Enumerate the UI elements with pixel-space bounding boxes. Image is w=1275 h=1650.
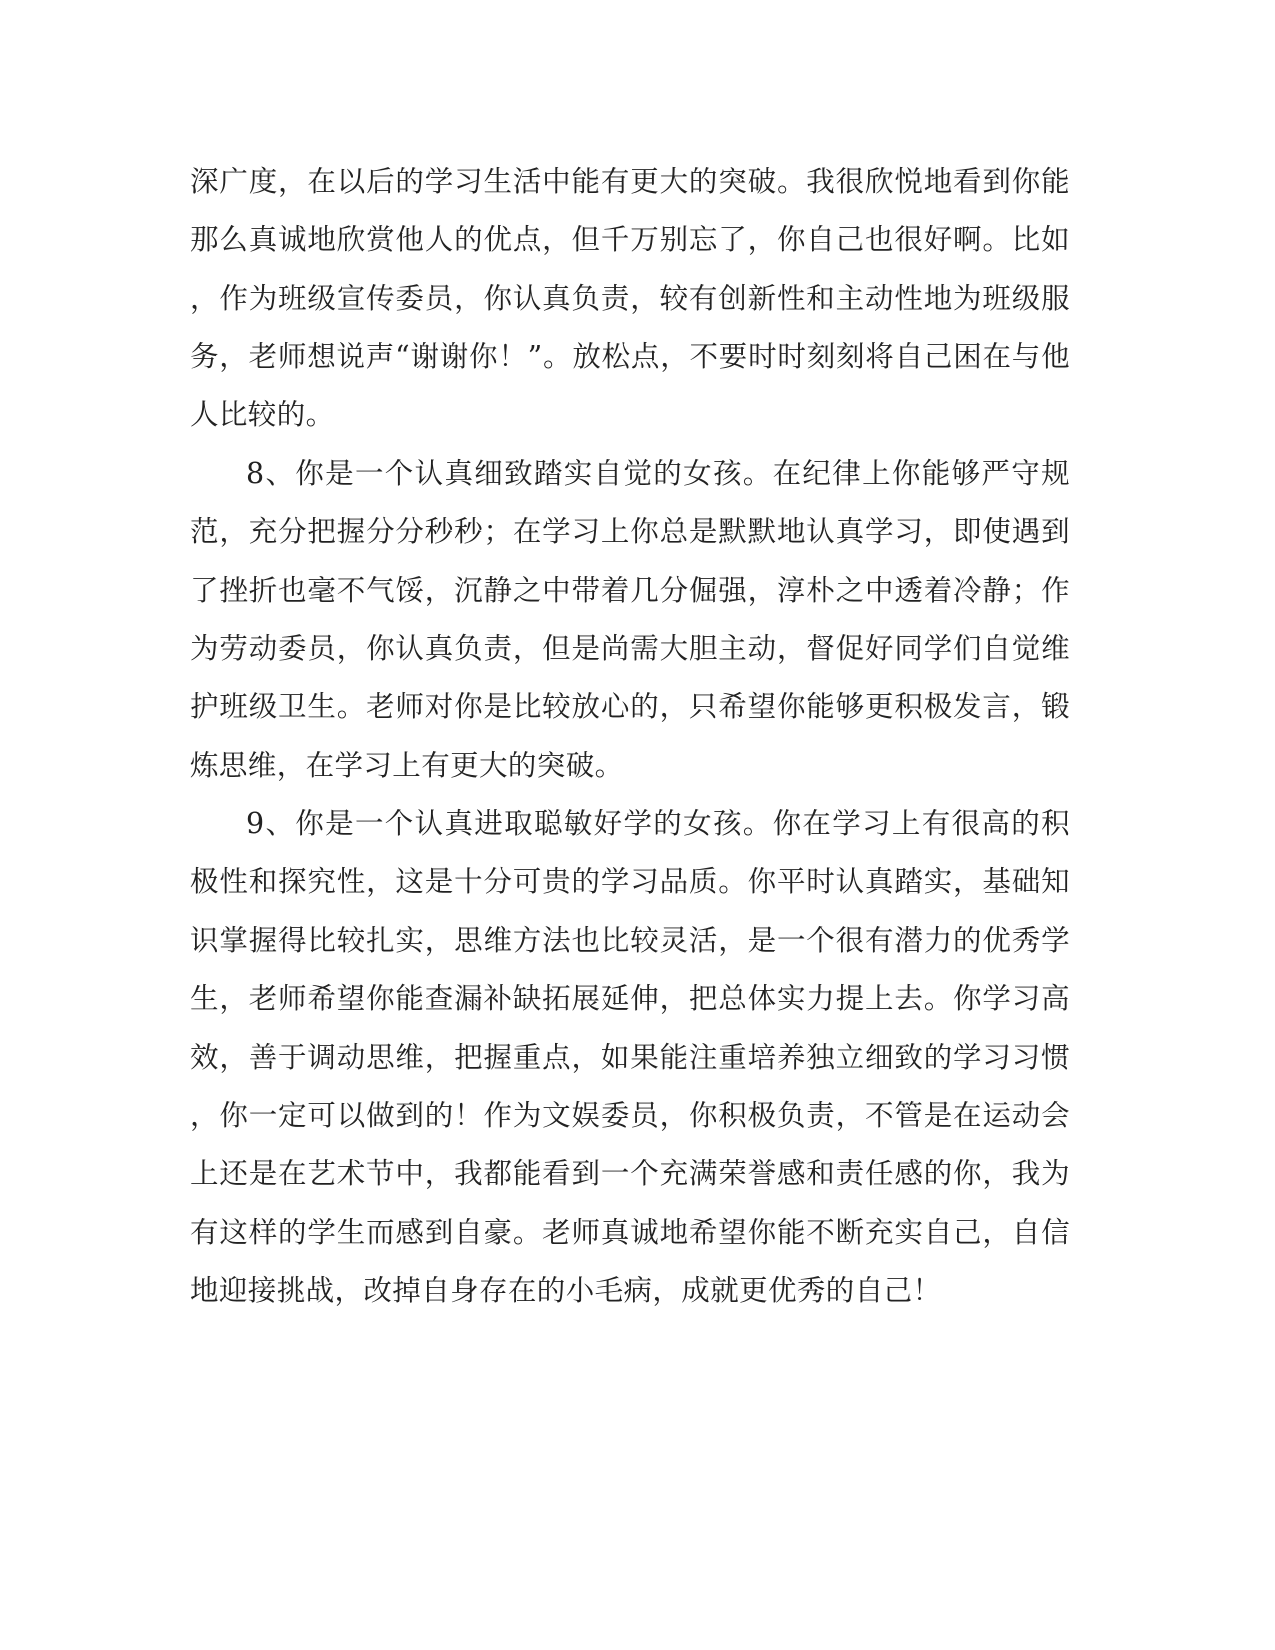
paragraph-start-line: 8、你是一个认真细致踏实自觉的女孩。在纪律上你能够严守规 (246, 457, 1070, 490)
text-line: 炼思维，在学习上有更大的突破。 (190, 749, 624, 782)
text-line: ，你一定可以做到的！作为文娱委员，你积极负责，不管是在运动会 (190, 1099, 1070, 1132)
text-line: 效，善于调动思维，把握重点，如果能注重培养独立细致的学习习惯 (190, 1041, 1070, 1074)
text-line: 务，老师想说声“谢谢你！”。放松点，不要时时刻刻将自己困在与他 (190, 340, 1070, 373)
text-line: 生，老师希望你能查漏补缺拓展延伸，把总体实力提上去。你学习高 (190, 982, 1070, 1015)
text-line: 那么真诚地欣赏他人的优点，但千万别忘了，你自己也很好啊。比如 (190, 223, 1070, 256)
text-line: 人比较的。 (190, 398, 335, 431)
text-line: 识掌握得比较扎实，思维方法也比较灵活，是一个很有潜力的优秀学 (190, 924, 1070, 957)
text-line: 为劳动委员，你认真负责，但是尚需大胆主动，督促好同学们自觉维 (190, 632, 1070, 665)
text-line: 地迎接挑战，改掉自身存在的小毛病，成就更优秀的自己！ (190, 1274, 942, 1307)
text-line: 范，充分把握分分秒秒；在学习上你总是默默地认真学习，即使遇到 (190, 515, 1070, 548)
paragraph-start-line: 9、你是一个认真进取聪敏好学的女孩。你在学习上有很高的积 (246, 807, 1070, 840)
text-line: 了挫折也毫不气馁，沉静之中带着几分倔强，淳朴之中透着冷静；作 (190, 574, 1070, 607)
text-line: 有这样的学生而感到自豪。老师真诚地希望你能不断充实自己，自信 (190, 1216, 1070, 1249)
text-line: 护班级卫生。老师对你是比较放心的，只希望你能够更积极发言，锻 (190, 690, 1070, 723)
text-line: 上还是在艺术节中，我都能看到一个充满荣誉感和责任感的你，我为 (190, 1157, 1070, 1190)
text-line: ，作为班级宣传委员，你认真负责，较有创新性和主动性地为班级服 (190, 282, 1070, 315)
text-line: 极性和探究性，这是十分可贵的学习品质。你平时认真踏实，基础知 (190, 865, 1070, 898)
text-line: 深广度，在以后的学习生活中能有更大的突破。我很欣悦地看到你能 (190, 165, 1070, 198)
